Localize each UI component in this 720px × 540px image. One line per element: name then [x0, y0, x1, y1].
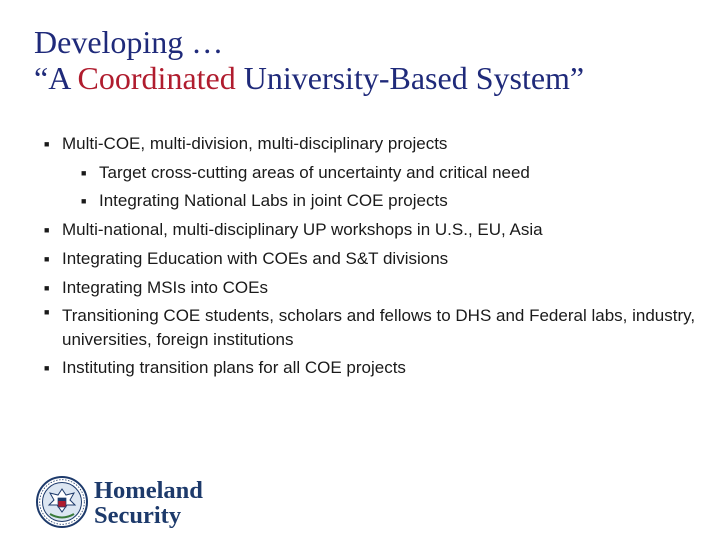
bullet-text: Multi-COE, multi-division, multi-disciplinary projects — [62, 134, 448, 153]
bullet-text: Multi-national, multi-disciplinary UP workshops in U.S., EU, Asia — [62, 220, 543, 240]
square-bullet-icon: ■ — [81, 196, 87, 207]
square-bullet-icon: ■ — [44, 363, 50, 374]
sub-bullet-item — [81, 187, 704, 216]
bullet-item — [44, 245, 704, 274]
bullet-item — [44, 302, 704, 354]
bullet-item — [44, 216, 704, 245]
logo-wordmark — [94, 478, 203, 528]
square-bullet-icon: ■ — [44, 307, 50, 318]
logo-line-homeland: Homeland — [94, 477, 203, 504]
bullet-item — [44, 274, 704, 303]
slide-title — [34, 24, 704, 96]
bullet-text: Instituting transition plans for all COE projects — [62, 358, 406, 378]
square-bullet-icon: ■ — [44, 225, 50, 236]
square-bullet-icon: ■ — [44, 253, 50, 264]
bullet-item — [44, 354, 704, 383]
bullet-text: Target cross-cutting areas of uncertainty and critical need — [99, 162, 530, 182]
title-line-2-suffix: University-Based System” — [235, 60, 585, 96]
bullet-item — [44, 130, 704, 159]
title-accent-word: Coordinated — [77, 60, 236, 96]
bullet-text: Integrating Education with COEs and S&T divisions — [62, 248, 449, 268]
title-line-1: Developing … — [34, 24, 224, 60]
bullet-text: Transitioning COE students, scholars and fellows to DHS and Federal labs, industry, universities, foreign institutions — [62, 306, 696, 350]
square-bullet-icon: ■ — [81, 167, 87, 178]
bullet-list — [44, 130, 704, 383]
bullet-text: Integrating MSIs into COEs — [62, 277, 268, 297]
logo-line-security: Security — [94, 502, 182, 529]
square-bullet-icon: ■ — [44, 139, 50, 149]
square-bullet-icon: ■ — [44, 282, 50, 293]
title-line-2-prefix: “A — [34, 60, 78, 96]
title-line-2 — [34, 60, 704, 96]
dhs-seal-icon — [36, 476, 88, 528]
bullet-text: Integrating National Labs in joint COE projects — [99, 191, 448, 211]
sub-bullet-item — [81, 159, 704, 188]
homeland-security-logo — [36, 474, 216, 530]
